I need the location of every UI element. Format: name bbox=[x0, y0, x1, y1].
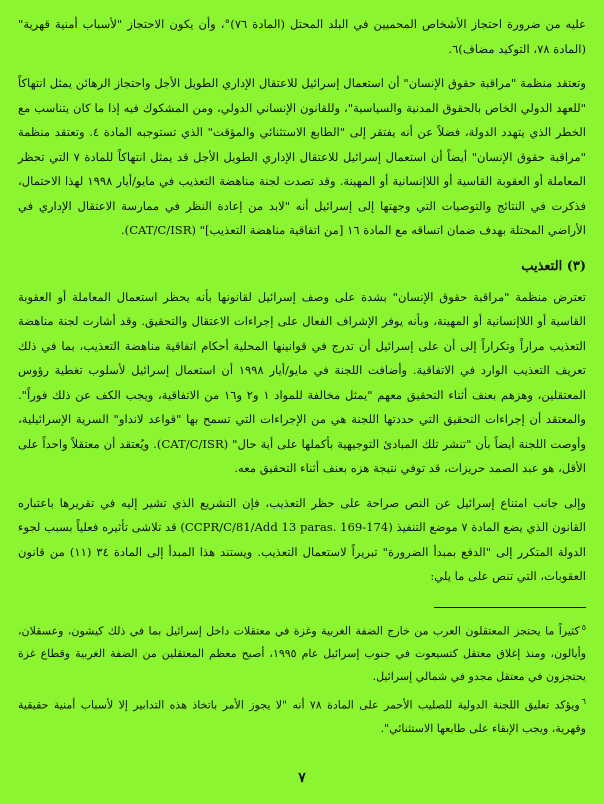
paragraph-necessity-defense: وإلى جانب امتناع إسرائيل عن النص صراحة على حظر التعذيب، فإن التشريع الذي تشير إليه في تقريرها باعتباره القانون الذي يضع المادة ٧ موضع التنفيذ (CCPR/C/81/Add 13 paras. 169-174) قد تلاشى تأثيره فعلياً بسبب لجوء الدولة المتكرر إلى "الدفع بمبدأ الضرورة" تبريراً لاستعمال التعذيب. ويستند هذا المبدأ إلى المادة ٣٤ (١١) من قانون العقوبات، التي تنص على ما يلي: bbox=[18, 495, 587, 583]
footnote-6 bbox=[18, 690, 586, 740]
footnote-6-mark: ٦ bbox=[581, 697, 586, 707]
paragraph-torture-objection: تعترض منظمة "مراقبة حقوق الإنسان" بشدة على وصف إسرائيل لقانونها بأنه يحظر استعمال المعاملة أو العقوبة القاسية أو اللاإنسانية أو المهينة، وبأنه يوفر الإشراف الفعال على إجراءات الاعتقال والتحقيق. وقد أشارت لجنة مناهضة التعذيب مراراً وتكراراً إلى أن على إسرائيل أن تدرج في قوانينها المحلية أحكام اتفاقية مناهضة التعذيب، بما في ذلك تعريف التعذيب الوارد في الاتفاقية. وأضافت اللجنة في مايو/أيار ١٩٩٨ أن استعمال إسرائيل لأسلوب تغطية رؤوس المعتقلين، وهزهم بعنف أثناء التحقيق معهم "يمثل مخالفة للمواد ١ و٢ و١٦ من الاتفاقية، ويجب الكف عن ذلك فوراً". والمعتقد أن إجراءات التحقيق التي حددتها اللجنة هي من الإجراءات التي تسمح بها "قواعد لانداو" السرية الإسرائيلية، وأوصت اللجنة أيضاً بأن "تنشر تلك المبادئ التوجيهية بأكملها على أية حال" (CAT/C/ISR). ويُعتقد أن معتقلاً واحداً على الأقل، هو عبد الصمد حريزات، قد توفي نتيجة هزه بعنف أثناء التحقيق معه. bbox=[18, 289, 586, 475]
footnote-6-text: ويؤكد تعليق اللجنة الدولية للصليب الأحمر على المادة ٧٨ أنه "لا يجوز الأمر باتخاذ هذه التدابير إلا لأسباب أمنية حقيقية وقهرية، ويجب الإبقاء على طابعها الاستثنائي". bbox=[18, 698, 586, 735]
footnote-5-text: كثيراً ما يحتجز المعتقلون العرب من خارج الضفة الغربية وغزة في معتقلات داخل إسرائيل بما في ذلك كيشون، وعسقلان، وأيالون، ومنذ إغلاق معتقل كتسيعوت في جنوب إسرائيل عام ١٩٩٥، أصبح معظم المعتقلين من الضفة الغربية وقطاع غزة يحتجزون في معتقل مجدو في شمالي إسرائيل. bbox=[18, 624, 587, 684]
footnote-5 bbox=[18, 616, 586, 689]
section-heading-torture: (٣) التعذيب bbox=[521, 258, 586, 274]
paragraph-continuation: عليه من ضرورة احتجاز الأشخاص المحميين في البلد المحتل (المادة ٧٦)°، وأن يكون الاحتجاز "لأسباب أمنية قهرية" (المادة ٧٨، التوكيد مضاف)٦. bbox=[18, 17, 586, 56]
footnote-separator bbox=[434, 607, 586, 608]
footnote-5-mark: ٥ bbox=[581, 622, 586, 632]
paragraph-administrative-detention: وتعتقد منظمة "مراقبة حقوق الإنسان" أن استعمال إسرائيل للاعتقال الإداري الطويل الأجل واحتجاز الرهائن يمثل انتهاكاً "للعهد الدولي الخاص بالحقوق المدنية والسياسية"، وللقانون الإنساني الدولي، ومن المشكوك فيه إذا ما كان يتناسب مع الخطر الذي يتهدد الدولة، فضلاً عن أنه يفتقر إلى "الطابع الاستثنائي والمؤقت" الذي تستوجبه المادة ٤. وتعتقد منظمة "مراقبة حقوق الإنسان" أيضاً أن استعمال إسرائيل للاعتقال الإداري الطويل الأجل قد يمثل انتهاكاً للمادة ٧ التي تحظر المعاملة أو العقوبة القاسية أو اللاإنسانية أو المهينة. وقد تصدت لجنة مناهضة التعذيب في مايو/أيار ١٩٩٨ لهذا الاحتمال، فذكرت في النتائج والتوصيات التي وجهتها إلى إسرائيل أنه "لابد من إعادة النظر في ممارسة الاعتقال الإداري في الأراضي المحتلة بهدف ضمان اتساقه مع المادة ١٦ [من اتفاقية مناهضة التعذيب]" (CAT/C/ISR). bbox=[18, 76, 587, 237]
page-number: ٧ bbox=[298, 770, 306, 786]
